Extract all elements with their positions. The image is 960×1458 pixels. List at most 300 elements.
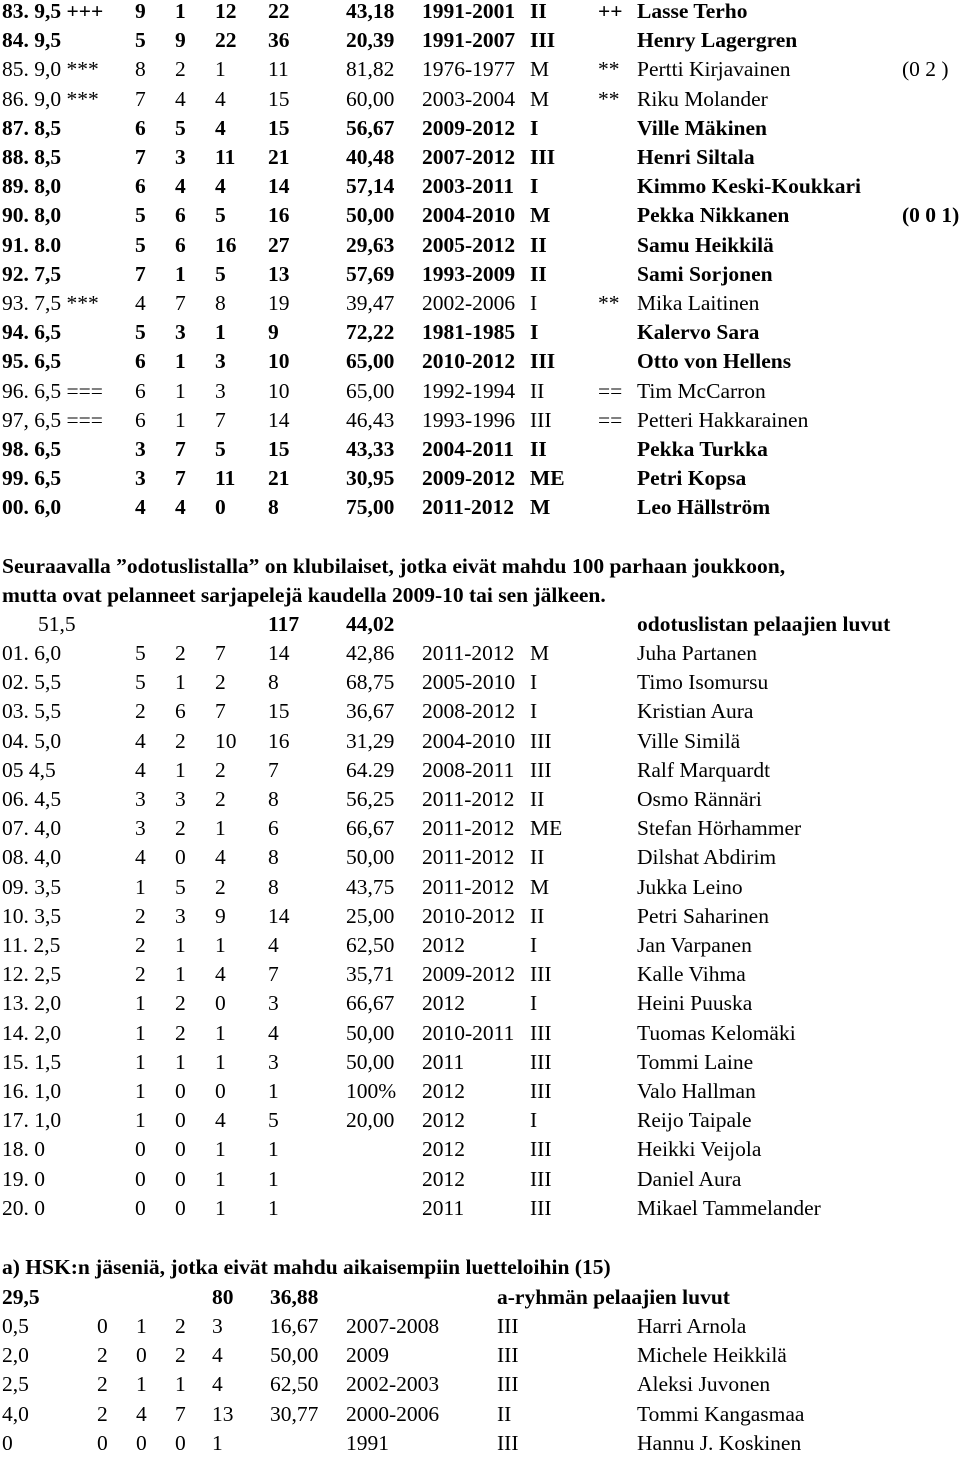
- wins: 6: [135, 349, 146, 374]
- division: II: [530, 903, 545, 928]
- rank-and-score: 89. 8,0: [2, 174, 62, 199]
- seasons: 2010-2012: [422, 903, 516, 928]
- draws: 7: [175, 437, 186, 461]
- ranking-row: [0, 172, 960, 201]
- rank-and-score: 95. 6,5: [2, 349, 62, 374]
- games: 10: [268, 378, 290, 403]
- percentage: 60,00: [346, 86, 395, 111]
- seasons: 2002-2006: [422, 291, 516, 315]
- seasons: 2009: [346, 1343, 389, 1368]
- draws: 1: [175, 0, 186, 23]
- games: 14: [268, 903, 290, 928]
- losses: 8: [215, 291, 226, 315]
- draws: 1: [175, 933, 186, 957]
- player-name: Kristian Aura: [637, 699, 754, 724]
- division: ME: [530, 466, 565, 491]
- seasons: 2005-2012: [422, 232, 516, 257]
- wins: 5: [135, 203, 146, 228]
- wins: 4: [135, 845, 146, 870]
- group-a-heading: [0, 1253, 960, 1282]
- draws: 0: [175, 1079, 186, 1103]
- player-name: Osmo Rännäri: [637, 787, 762, 811]
- seasons: 2012: [422, 1108, 465, 1133]
- draws: 2: [175, 728, 186, 753]
- waitlist-row: [0, 727, 960, 756]
- wins: 2: [135, 699, 146, 724]
- waitlist-row: [0, 902, 960, 931]
- marker: ==: [598, 378, 623, 403]
- percentage: 100%: [346, 1079, 397, 1103]
- wins: 8: [135, 57, 146, 82]
- losses: 9: [215, 903, 226, 928]
- losses: 1: [215, 1049, 226, 1074]
- percentage: 36,67: [346, 699, 395, 724]
- division: III: [497, 1430, 519, 1455]
- waitlist-row: [0, 1165, 960, 1194]
- percentage: 42,86: [346, 641, 395, 665]
- player-name: Riku Molander: [637, 86, 768, 111]
- wins: 1: [135, 874, 146, 899]
- summary-games: 117: [268, 612, 300, 636]
- marker: ++: [598, 0, 623, 23]
- player-name: Daniel Aura: [637, 1166, 742, 1191]
- waitlist-summary-bold: [0, 610, 960, 639]
- percentage: 64.29: [346, 757, 395, 782]
- group-a-row: [0, 1429, 960, 1458]
- draws: 2: [175, 991, 186, 1016]
- seasons: 2007-2008: [346, 1314, 440, 1338]
- waitlist-row: [0, 1106, 960, 1135]
- division: III: [530, 757, 552, 782]
- marker: **: [598, 291, 620, 315]
- percentage: 46,43: [346, 407, 395, 432]
- losses: 7: [215, 407, 226, 432]
- losses: 5: [215, 437, 226, 461]
- ranking-row: [0, 406, 960, 435]
- losses: 0: [215, 1079, 226, 1103]
- losses: 3: [215, 378, 226, 403]
- rank-and-score: 07. 4,0: [2, 816, 62, 841]
- games: 8: [268, 495, 279, 520]
- seasons: 2000-2006: [346, 1401, 440, 1426]
- losses: 3: [215, 349, 226, 374]
- score: 2,0: [2, 1343, 29, 1368]
- draws: 3: [175, 903, 186, 928]
- seasons: 2002-2003: [346, 1372, 440, 1397]
- percentage: 65,00: [346, 349, 395, 374]
- extra-note: (0 2 ): [902, 57, 949, 82]
- division: M: [530, 495, 551, 520]
- rank-and-score: 12. 2,5: [2, 962, 62, 987]
- player-name: Kimmo Keski-Koukkari: [637, 174, 861, 199]
- division: II: [530, 845, 545, 870]
- division: III: [530, 28, 556, 53]
- ranking-row: [0, 493, 960, 522]
- player-name: Jukka Leino: [637, 874, 743, 899]
- group-a-row: [0, 1400, 960, 1429]
- games: 19: [268, 291, 290, 315]
- waitlist-row: [0, 756, 960, 785]
- ranking-row: [0, 55, 960, 84]
- losses: 5: [215, 203, 226, 228]
- player-name: Valo Hallman: [637, 1079, 756, 1103]
- percentage: 57,69: [346, 261, 395, 286]
- seasons: 1991: [346, 1430, 389, 1455]
- draws: 3: [175, 787, 186, 811]
- extra-note: (0 0 1): [902, 203, 960, 228]
- draws: 2: [175, 57, 186, 82]
- division: III: [530, 145, 556, 169]
- percentage: 68,75: [346, 670, 395, 695]
- percentage: 56,67: [346, 115, 395, 140]
- seasons: 2011-2012: [422, 816, 515, 841]
- waitlist-row: [0, 873, 960, 902]
- losses: 4: [215, 962, 226, 987]
- seasons: 2011: [422, 1195, 465, 1220]
- seasons: 2012: [422, 991, 465, 1016]
- marker: **: [598, 86, 620, 111]
- player-name: Petri Saharinen: [637, 903, 769, 928]
- seasons: 2011-2012: [422, 495, 514, 520]
- wins: 6: [135, 407, 146, 432]
- summary-label: a-ryhmän pelaajien luvut: [497, 1285, 730, 1309]
- losses: 1: [175, 1372, 186, 1397]
- draws: 7: [175, 466, 186, 491]
- player-name: Stefan Hörhammer: [637, 816, 802, 841]
- draws: 6: [175, 699, 186, 724]
- marker: ==: [598, 407, 623, 432]
- player-name: Petri Kopsa: [637, 466, 747, 491]
- draws: 2: [175, 816, 186, 841]
- percentage: 57,14: [346, 174, 395, 199]
- seasons: 1991-2007: [422, 28, 516, 53]
- draws: 5: [175, 874, 186, 899]
- wins: 9: [135, 0, 146, 23]
- draws: 3: [175, 145, 186, 169]
- division: III: [497, 1314, 519, 1338]
- losses: 0: [215, 495, 226, 520]
- games: 5: [268, 1108, 279, 1133]
- draws: 1: [175, 407, 186, 432]
- seasons: 2005-2010: [422, 670, 516, 695]
- seasons: 2004-2010: [422, 203, 516, 228]
- ranking-row: [0, 26, 960, 55]
- seasons: 1991-2001: [422, 0, 516, 23]
- waitlist-intro: [2, 552, 952, 610]
- group-a-summary: [0, 1283, 960, 1312]
- summary-total: 29,5: [2, 1285, 40, 1309]
- percentage: 81,82: [346, 57, 395, 82]
- division: III: [530, 1020, 552, 1045]
- summary-games: 80: [212, 1285, 234, 1309]
- player-name: Heini Puuska: [637, 991, 753, 1016]
- draws: 5: [175, 115, 186, 140]
- games: 8: [268, 787, 279, 811]
- player-name: Tommi Kangasmaa: [637, 1401, 805, 1426]
- player-name: Lasse Terho: [637, 0, 748, 23]
- games: 10: [268, 349, 290, 374]
- seasons: 2003-2004: [422, 86, 516, 111]
- percentage: 50,00: [346, 203, 395, 228]
- player-name: Petteri Hakkarainen: [637, 407, 809, 432]
- score: 0,5: [2, 1314, 29, 1338]
- wins: 7: [135, 261, 146, 286]
- games: 1: [212, 1430, 223, 1455]
- losses: 22: [215, 28, 237, 53]
- rank-and-score: 98. 6,5: [2, 437, 62, 461]
- player-name: Ville Mäkinen: [637, 115, 767, 140]
- draws: 0: [175, 1137, 186, 1162]
- division: I: [530, 291, 538, 315]
- wins: 5: [135, 641, 146, 665]
- player-name: Jan Varpanen: [637, 933, 752, 957]
- wins: 1: [135, 1108, 146, 1133]
- division: III: [530, 1166, 552, 1191]
- draws: 2: [175, 1020, 186, 1045]
- wins: 3: [135, 437, 146, 461]
- games: 7: [268, 757, 279, 782]
- wins: 0: [135, 1195, 146, 1220]
- waitlist-row: [0, 697, 960, 726]
- games: 27: [268, 232, 290, 257]
- rank-and-score: 99. 6,5: [2, 466, 62, 491]
- losses: 7: [215, 641, 226, 665]
- percentage: 50,00: [346, 1049, 395, 1074]
- group-a-row: [0, 1341, 960, 1370]
- group-a-row: [0, 1312, 960, 1341]
- player-name: Ville Similä: [637, 728, 741, 753]
- games: 8: [268, 845, 279, 870]
- waitlist-row: [0, 1019, 960, 1048]
- rank-and-score: 87. 8,5: [2, 115, 62, 140]
- losses: 4: [215, 86, 226, 111]
- games: 15: [268, 699, 290, 724]
- wins: 5: [135, 670, 146, 695]
- seasons: 1993-2009: [422, 261, 516, 286]
- rank-and-score: 83. 9,5 +++: [2, 0, 104, 23]
- seasons: 2009-2012: [422, 466, 516, 491]
- player-name: Tim McCarron: [637, 378, 766, 403]
- wins: 3: [135, 787, 146, 811]
- seasons: 1992-1994: [422, 378, 516, 403]
- games: 14: [268, 174, 290, 199]
- division: I: [530, 320, 539, 345]
- wins: 4: [135, 757, 146, 782]
- wins: 3: [135, 816, 146, 841]
- seasons: 2010-2011: [422, 1020, 515, 1045]
- percentage: 56,25: [346, 787, 395, 811]
- wins: 0: [97, 1430, 108, 1455]
- division: II: [530, 787, 545, 811]
- player-name: Reijo Taipale: [637, 1108, 752, 1133]
- draws: 1: [175, 261, 186, 286]
- seasons: 2011: [422, 1049, 465, 1074]
- player-name: Mika Laitinen: [637, 291, 760, 315]
- player-name: Otto von Hellens: [637, 349, 792, 374]
- seasons: 2011-2012: [422, 641, 515, 665]
- losses: 2: [175, 1314, 186, 1338]
- percentage: 35,71: [346, 962, 395, 987]
- rank-and-score: 88. 8,5: [2, 145, 62, 169]
- seasons: 2012: [422, 933, 465, 957]
- wins: 1: [135, 991, 146, 1016]
- waitlist-row: [0, 785, 960, 814]
- wins: 5: [135, 232, 146, 257]
- player-name: Sami Sorjonen: [637, 261, 773, 286]
- draws: 3: [175, 320, 186, 345]
- waitlist-row: [0, 931, 960, 960]
- games: 22: [268, 0, 290, 23]
- rank-and-score: 01. 6,0: [2, 641, 62, 665]
- wins: 2: [135, 903, 146, 928]
- wins: 1: [135, 1020, 146, 1045]
- draws: 6: [175, 232, 186, 257]
- losses: 0: [215, 991, 226, 1016]
- percentage: 20,00: [346, 1108, 395, 1133]
- rank-and-score: 97, 6,5 ===: [2, 407, 103, 432]
- rank-and-score: 18. 0: [2, 1137, 45, 1162]
- rank-and-score: 85. 9,0 ***: [2, 57, 99, 82]
- player-name: Harri Arnola: [637, 1314, 747, 1338]
- group-a-row: [0, 1370, 960, 1399]
- losses: 1: [215, 816, 226, 841]
- wins: 0: [97, 1314, 108, 1338]
- player-name: Henry Lagergren: [637, 28, 798, 53]
- player-name: Kalle Vihma: [637, 962, 746, 987]
- percentage: 62,50: [270, 1372, 319, 1397]
- wins: 4: [135, 291, 146, 315]
- seasons: 2008-2011: [422, 757, 515, 782]
- player-name: Juha Partanen: [637, 641, 758, 665]
- games: 15: [268, 437, 290, 461]
- losses: 2: [215, 874, 226, 899]
- games: 8: [268, 670, 279, 695]
- rank-and-score: 09. 3,5: [2, 874, 62, 899]
- player-name: Henri Siltala: [637, 145, 755, 169]
- draws: 1: [175, 349, 186, 374]
- wins: 4: [135, 495, 146, 520]
- losses: 4: [215, 845, 226, 870]
- player-name: Timo Isomursu: [637, 670, 769, 695]
- games: 21: [268, 466, 290, 491]
- rank-and-score: 02. 5,5: [2, 670, 62, 695]
- ranking-row: [0, 347, 960, 376]
- percentage: 43,33: [346, 437, 395, 461]
- losses: 1: [215, 933, 226, 957]
- score: 2,5: [2, 1372, 29, 1397]
- losses: 1: [215, 1166, 226, 1191]
- losses: 7: [215, 699, 226, 724]
- losses: 1: [215, 1137, 226, 1162]
- losses: 2: [215, 787, 226, 811]
- player-name: Hannu J. Koskinen: [637, 1430, 802, 1455]
- games: 16: [268, 203, 290, 228]
- division: M: [530, 874, 550, 899]
- losses: 1: [215, 1195, 226, 1220]
- division: III: [530, 962, 552, 987]
- waitlist-intro-line: Seuraavalla ”odotuslistalla” on klubilaiset, jotka eivät mahdu 100 parhaan joukkoon,: [2, 554, 786, 578]
- rank-and-score: 17. 1,0: [2, 1108, 62, 1133]
- division: M: [530, 57, 550, 82]
- games: 4: [212, 1343, 223, 1368]
- draws: 4: [175, 495, 186, 520]
- seasons: 1981-1985: [422, 320, 516, 345]
- draws: 1: [136, 1372, 147, 1397]
- losses: 0: [175, 1430, 186, 1455]
- waitlist-intro-line: mutta ovat pelanneet sarjapelejä kaudella 2009-10 tai sen jälkeen.: [2, 583, 606, 607]
- rank-and-score: 90. 8,0: [2, 203, 62, 228]
- games: 9: [268, 320, 279, 345]
- seasons: 2009-2012: [422, 115, 516, 140]
- waitlist-row: [0, 1077, 960, 1106]
- rank-and-score: 15. 1,5: [2, 1049, 62, 1074]
- seasons: 2003-2011: [422, 174, 514, 199]
- rank-and-score: 96. 6,5 ===: [2, 378, 103, 403]
- ranking-row: [0, 143, 960, 172]
- waitlist-row: [0, 960, 960, 989]
- percentage: 75,00: [346, 495, 395, 520]
- seasons: 1976-1977: [422, 57, 516, 82]
- ranking-row: [0, 289, 960, 318]
- wins: 2: [135, 933, 146, 957]
- player-name: Pekka Turkka: [637, 437, 768, 461]
- division: III: [530, 1195, 552, 1220]
- losses: 11: [215, 466, 236, 491]
- losses: 1: [215, 1020, 226, 1045]
- ranking-row: [0, 231, 960, 260]
- ranking-row: [0, 0, 960, 26]
- wins: 4: [135, 728, 146, 753]
- draws: 9: [175, 28, 186, 53]
- games: 13: [268, 261, 290, 286]
- draws: 1: [175, 962, 186, 987]
- player-name: Dilshat Abdirim: [637, 845, 777, 870]
- division: ME: [530, 816, 563, 841]
- percentage: 30,95: [346, 466, 395, 491]
- seasons: 2004-2011: [422, 437, 514, 461]
- draws: 6: [175, 203, 186, 228]
- rank-and-score: 92. 7,5: [2, 261, 62, 286]
- summary-label: odotuslistan pelaajien luvut: [637, 612, 891, 636]
- games: 4: [268, 933, 279, 957]
- division: I: [530, 991, 538, 1016]
- rank-and-score: 10. 3,5: [2, 903, 62, 928]
- seasons: 2007-2012: [422, 145, 516, 169]
- score: 4,0: [2, 1401, 29, 1426]
- games: 1: [268, 1195, 279, 1220]
- draws: 0: [175, 1195, 186, 1220]
- games: 15: [268, 86, 290, 111]
- games: 3: [268, 991, 279, 1016]
- summary-percentage: 36,88: [270, 1285, 319, 1309]
- player-name: Michele Heikkilä: [637, 1343, 787, 1368]
- ranking-row: [0, 85, 960, 114]
- percentage: 66,67: [346, 816, 395, 841]
- wins: 2: [97, 1372, 108, 1397]
- division: I: [530, 115, 539, 140]
- percentage: 43,75: [346, 874, 395, 899]
- waitlist-row: [0, 1048, 960, 1077]
- summary-percentage: 44,02: [346, 612, 395, 636]
- player-name: Ralf Marquardt: [637, 757, 771, 782]
- division: III: [530, 1079, 552, 1103]
- draws: 1: [175, 670, 186, 695]
- games: 6: [268, 816, 279, 841]
- marker: **: [598, 57, 620, 82]
- games: 14: [268, 407, 290, 432]
- losses: 11: [215, 145, 236, 169]
- wins: 6: [135, 378, 146, 403]
